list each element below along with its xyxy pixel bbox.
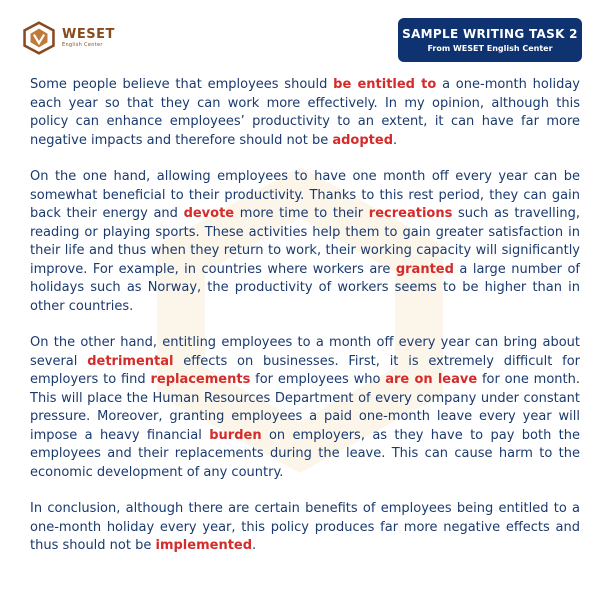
highlighted-vocab: implemented xyxy=(155,538,253,553)
highlighted-vocab: adopted xyxy=(332,132,393,148)
essay-text: a large number of holidays such as Norway, the productivity of workers seems to be higher than in other countries. xyxy=(30,261,580,314)
essay-paragraph-conclusion xyxy=(30,500,580,556)
highlighted-vocab: recreations xyxy=(368,206,453,221)
task-badge xyxy=(398,18,582,62)
weset-logo-icon xyxy=(22,21,56,55)
essay-text: on employers, as they have to pay both the employees and their replacements during the leave. This can cause harm to the economic development of any country. xyxy=(30,427,581,480)
essay-paragraph-intro xyxy=(30,76,580,150)
brand-subtitle: English Center xyxy=(62,42,103,48)
badge-subtitle: From WESET English Center xyxy=(427,44,553,53)
essay-text: for one month. This will place the Human Resources Department of every company under constant pressure. Moreover, granting employees a paid one-month leave every year will impose a heavy financial xyxy=(30,372,581,443)
essay-text: . xyxy=(393,132,398,148)
essay-text: such as travelling, reading or playing sports. These activities help them to gain greater satisfaction in their life and thus when they return to work, their working capacity will significantly improve. For example, in countries where workers are xyxy=(30,206,580,277)
essay-text: Some people believe that employees should xyxy=(30,77,334,92)
highlighted-vocab: are on leave xyxy=(385,372,478,387)
essay-text: On the other hand, entitling employees to a month off every year can bring about several xyxy=(30,335,580,369)
essay-text: effects on businesses. First, it is extremely difficult for employers to find xyxy=(30,353,580,387)
brand-logo xyxy=(22,20,115,56)
essay-text: . xyxy=(252,538,257,553)
highlighted-vocab: granted xyxy=(395,261,454,277)
brand-name: WESET xyxy=(62,27,115,42)
essay-text: for employees who xyxy=(250,372,386,387)
highlighted-vocab: replacements xyxy=(150,372,251,387)
essay-text: a one-month holiday each year so that they can work more effectively. In my opinion, although this policy can enhance employees’ productivity to an extent, it can have far more negative impacts and therefore should not be xyxy=(30,77,580,148)
highlighted-vocab: detrimental xyxy=(87,353,174,369)
essay-body xyxy=(30,76,580,574)
highlighted-vocab: be entitled to xyxy=(333,77,437,92)
essay-paragraph-body-1 xyxy=(30,168,580,316)
highlighted-vocab: devote xyxy=(183,206,235,221)
highlighted-vocab: burden xyxy=(209,427,262,443)
badge-title: SAMPLE WRITING TASK 2 xyxy=(402,27,578,41)
essay-text: In conclusion, although there are certain benefits of employees being entitled to a one-month holiday every year, this policy produces far more negative effects and thus should not be xyxy=(30,501,580,553)
essay-text: more time to their xyxy=(234,206,369,221)
essay-text: On the one hand, allowing employees to have one month off every year can be somewhat beneficial to their productivity. Thanks to this rest period, they can gain back their energy and xyxy=(30,169,580,221)
essay-paragraph-body-2 xyxy=(30,334,580,482)
